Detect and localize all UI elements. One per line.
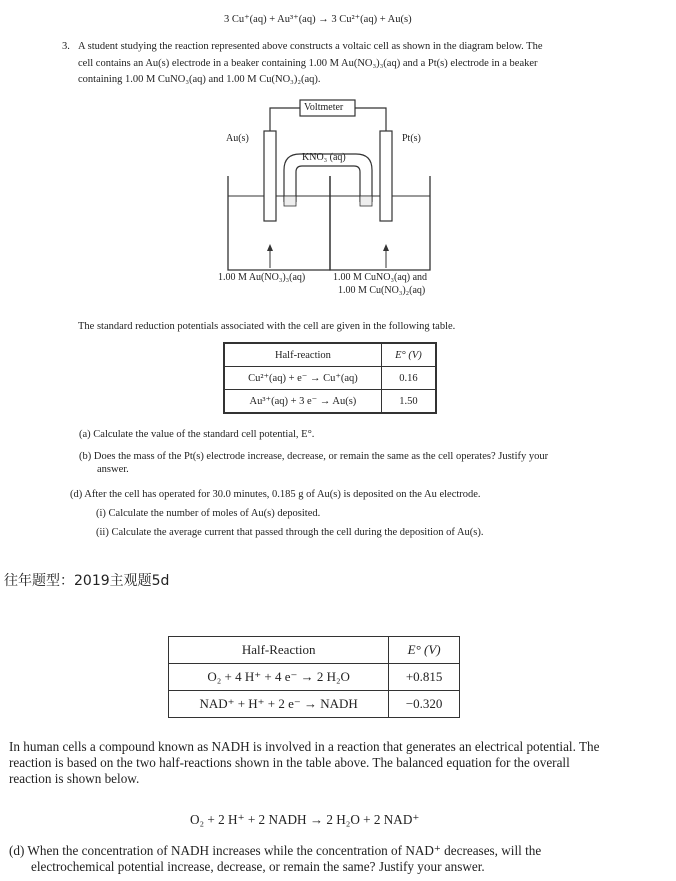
pt-electrode-label: Pt(s) xyxy=(402,133,421,144)
table-cell: NAD⁺ + H⁺ + 2 e⁻ → NADH xyxy=(169,691,389,718)
table-row xyxy=(224,367,436,390)
reduction-potentials-table xyxy=(223,342,437,414)
table-cell: Au³⁺(aq) + 3 e⁻ → Au(s) xyxy=(224,390,381,414)
question-text-line2: cell contains an Au(s) electrode in a beaker containing 1.00 M Au(NO₃)₃(aq) and a Pt(s) electrode in a beaker xyxy=(78,58,538,69)
pt-electrode xyxy=(380,131,392,221)
right-solution-label-1: 1.00 M CuNO₃(aq) and xyxy=(333,272,428,283)
part-d-question-line2: electrochemical potential increase, decrease, or remain the same? Justify your answer. xyxy=(31,859,485,874)
left-beaker xyxy=(228,176,330,270)
question-number: 3. xyxy=(62,41,70,52)
table-row xyxy=(169,691,460,718)
au-electrode xyxy=(264,131,276,221)
table-row xyxy=(224,390,436,414)
paragraph-line2: reaction is based on the two half-reactions shown in the table above. The balanced equation for the overall xyxy=(9,755,570,770)
table-cell: −0.320 xyxy=(389,691,460,718)
nadh-half-reaction-table xyxy=(168,636,460,718)
table-cell: 1.50 xyxy=(381,390,436,414)
table-header-cell: E° (V) xyxy=(389,637,460,664)
part-d-question-line1: (d) When the concentration of NADH increases while the concentration of NAD⁺ decreases, will the xyxy=(9,843,542,858)
part-d-i: (i) Calculate the number of moles of Au(s) deposited. xyxy=(96,508,321,519)
overall-equation: O₂ + 2 H⁺ + 2 NADH → 2 H₂O + 2 NAD⁺ xyxy=(190,812,420,827)
table-cell: +0.815 xyxy=(389,664,460,691)
table-cell: Cu²⁺(aq) + e⁻ → Cu⁺(aq) xyxy=(224,367,381,390)
left-solution-label: 1.00 M Au(NO₃)₃(aq) xyxy=(218,272,306,283)
table-cell: O₂ + 4 H⁺ + 4 e⁻ → 2 H₂O xyxy=(169,664,389,691)
part-d-ii: (ii) Calculate the average current that passed through the cell during the deposition of Au(s). xyxy=(96,527,484,538)
table-header-cell: E° (V) xyxy=(381,343,436,367)
table-header-cell: Half-Reaction xyxy=(169,637,389,664)
table-header-row xyxy=(224,343,436,367)
potentials-intro: The standard reduction potentials associated with the cell are given in the following table. xyxy=(78,321,456,332)
section-heading: 往年题型：2019主观题5d xyxy=(4,573,170,589)
part-d: (d) After the cell has operated for 30.0 minutes, 0.185 g of Au(s) is deposited on the Au electrode. xyxy=(70,489,481,500)
table-header-row xyxy=(169,637,460,664)
right-solution-label-2: 1.00 M Cu(NO₃)₂(aq) xyxy=(338,285,426,296)
paragraph-line1: In human cells a compound known as NADH is involved in a reaction that generates an electrical potential. The xyxy=(9,739,600,754)
au-electrode-label: Au(s) xyxy=(226,133,249,144)
question-text-line1: A student studying the reaction represented above constructs a voltaic cell as shown in the diagram below. The xyxy=(78,41,543,52)
table-header-cell: Half-reaction xyxy=(224,343,381,367)
part-a: (a) Calculate the value of the standard cell potential, E°. xyxy=(79,429,315,440)
paragraph-line3: reaction is shown below. xyxy=(9,771,140,786)
voltmeter-label: Voltmeter xyxy=(304,102,344,113)
salt-bridge-label: KNO₃ (aq) xyxy=(302,152,346,163)
question-text-line3: containing 1.00 M CuNO₃(aq) and 1.00 M Cu(NO₃)₂(aq). xyxy=(78,74,321,85)
top-equation: 3 Cu⁺(aq) + Au³⁺(aq) → 3 Cu²⁺(aq) + Au(s) xyxy=(224,14,412,25)
table-row xyxy=(169,664,460,691)
part-b-line1: (b) Does the mass of the Pt(s) electrode increase, decrease, or remain the same as the cell operates? Justify your xyxy=(79,451,549,462)
part-b-line2: answer. xyxy=(97,464,129,475)
table-cell: 0.16 xyxy=(381,367,436,390)
